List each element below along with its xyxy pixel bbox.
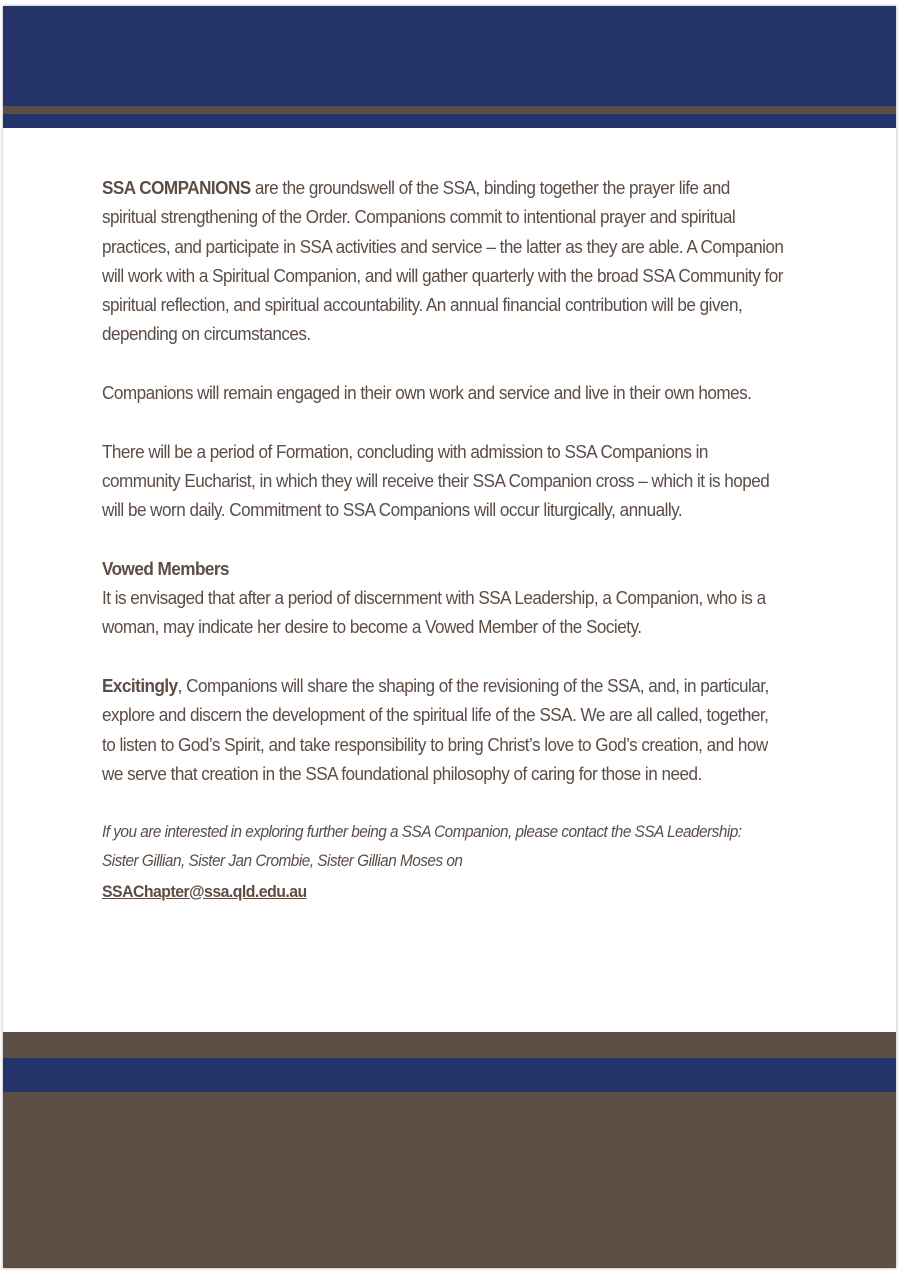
vowed-section	[102, 554, 786, 642]
excitingly-lead: Excitingly	[102, 675, 178, 697]
header-brown-stripe	[3, 106, 896, 114]
footer-brown-band	[3, 1092, 896, 1268]
vowed-text: It is envisaged that after a period of discernment with SSA Leadership, a Companion, who is a woman, may indicate her desire to become a Vowed Member of the Society.	[102, 587, 766, 638]
engaged-paragraph: Companions will remain engaged in their own work and service and live in their own homes.	[102, 382, 752, 404]
contact-note-line2: Sister Gillian, Sister Jan Crombie, Sister Gillian Moses on	[102, 851, 463, 870]
vowed-heading: Vowed Members	[102, 557, 230, 579]
footer-brown-stripe	[3, 1032, 896, 1058]
header-navy-band	[3, 6, 896, 106]
contact-note-line1: If you are interested in exploring further being a SSA Companion, please contact the SSA Leadership:	[102, 822, 742, 841]
footer-navy-band	[3, 1058, 896, 1092]
intro-lead: SSA COMPANIONS	[102, 177, 251, 198]
excitingly-paragraph	[102, 671, 786, 788]
header-navy-stripe	[3, 114, 896, 128]
intro-paragraph	[102, 173, 786, 349]
excitingly-text: , Companions will share the shaping of the revisioning of the SSA, and, in particular, explore and discern the development of the spiritual life of the SSA. We are all called, together, to listen to God’s Spirit, and take responsibility to bring Christ’s love to God’s creation, and how we serve that creation in the SSA foundational philosophy of caring for those in need.	[102, 675, 769, 784]
document-body	[102, 173, 786, 906]
intro-text: are the groundswell of the SSA, binding together the prayer life and spiritual strengthening of the Order. Companions commit to intentional prayer and spiritual practices, and participate in SSA activities and service – the latter as they are able. A Companion will work with a Spiritual Companion, and will gather quarterly with the broad SSA Community for spiritual reflection, and spiritual accountability. An annual financial contribution will be given, depending on circumstances.	[102, 177, 784, 345]
document-page	[3, 6, 896, 1268]
formation-paragraph: There will be a period of Formation, concluding with admission to SSA Companions in community Eucharist, in which they will receive their SSA Companion cross – which it is hoped will be worn daily. Commitment to SSA Companions will occur liturgically, annually.	[102, 440, 770, 521]
contact-email-link[interactable]: SSAChapter@ssa.qld.edu.au	[102, 881, 307, 901]
